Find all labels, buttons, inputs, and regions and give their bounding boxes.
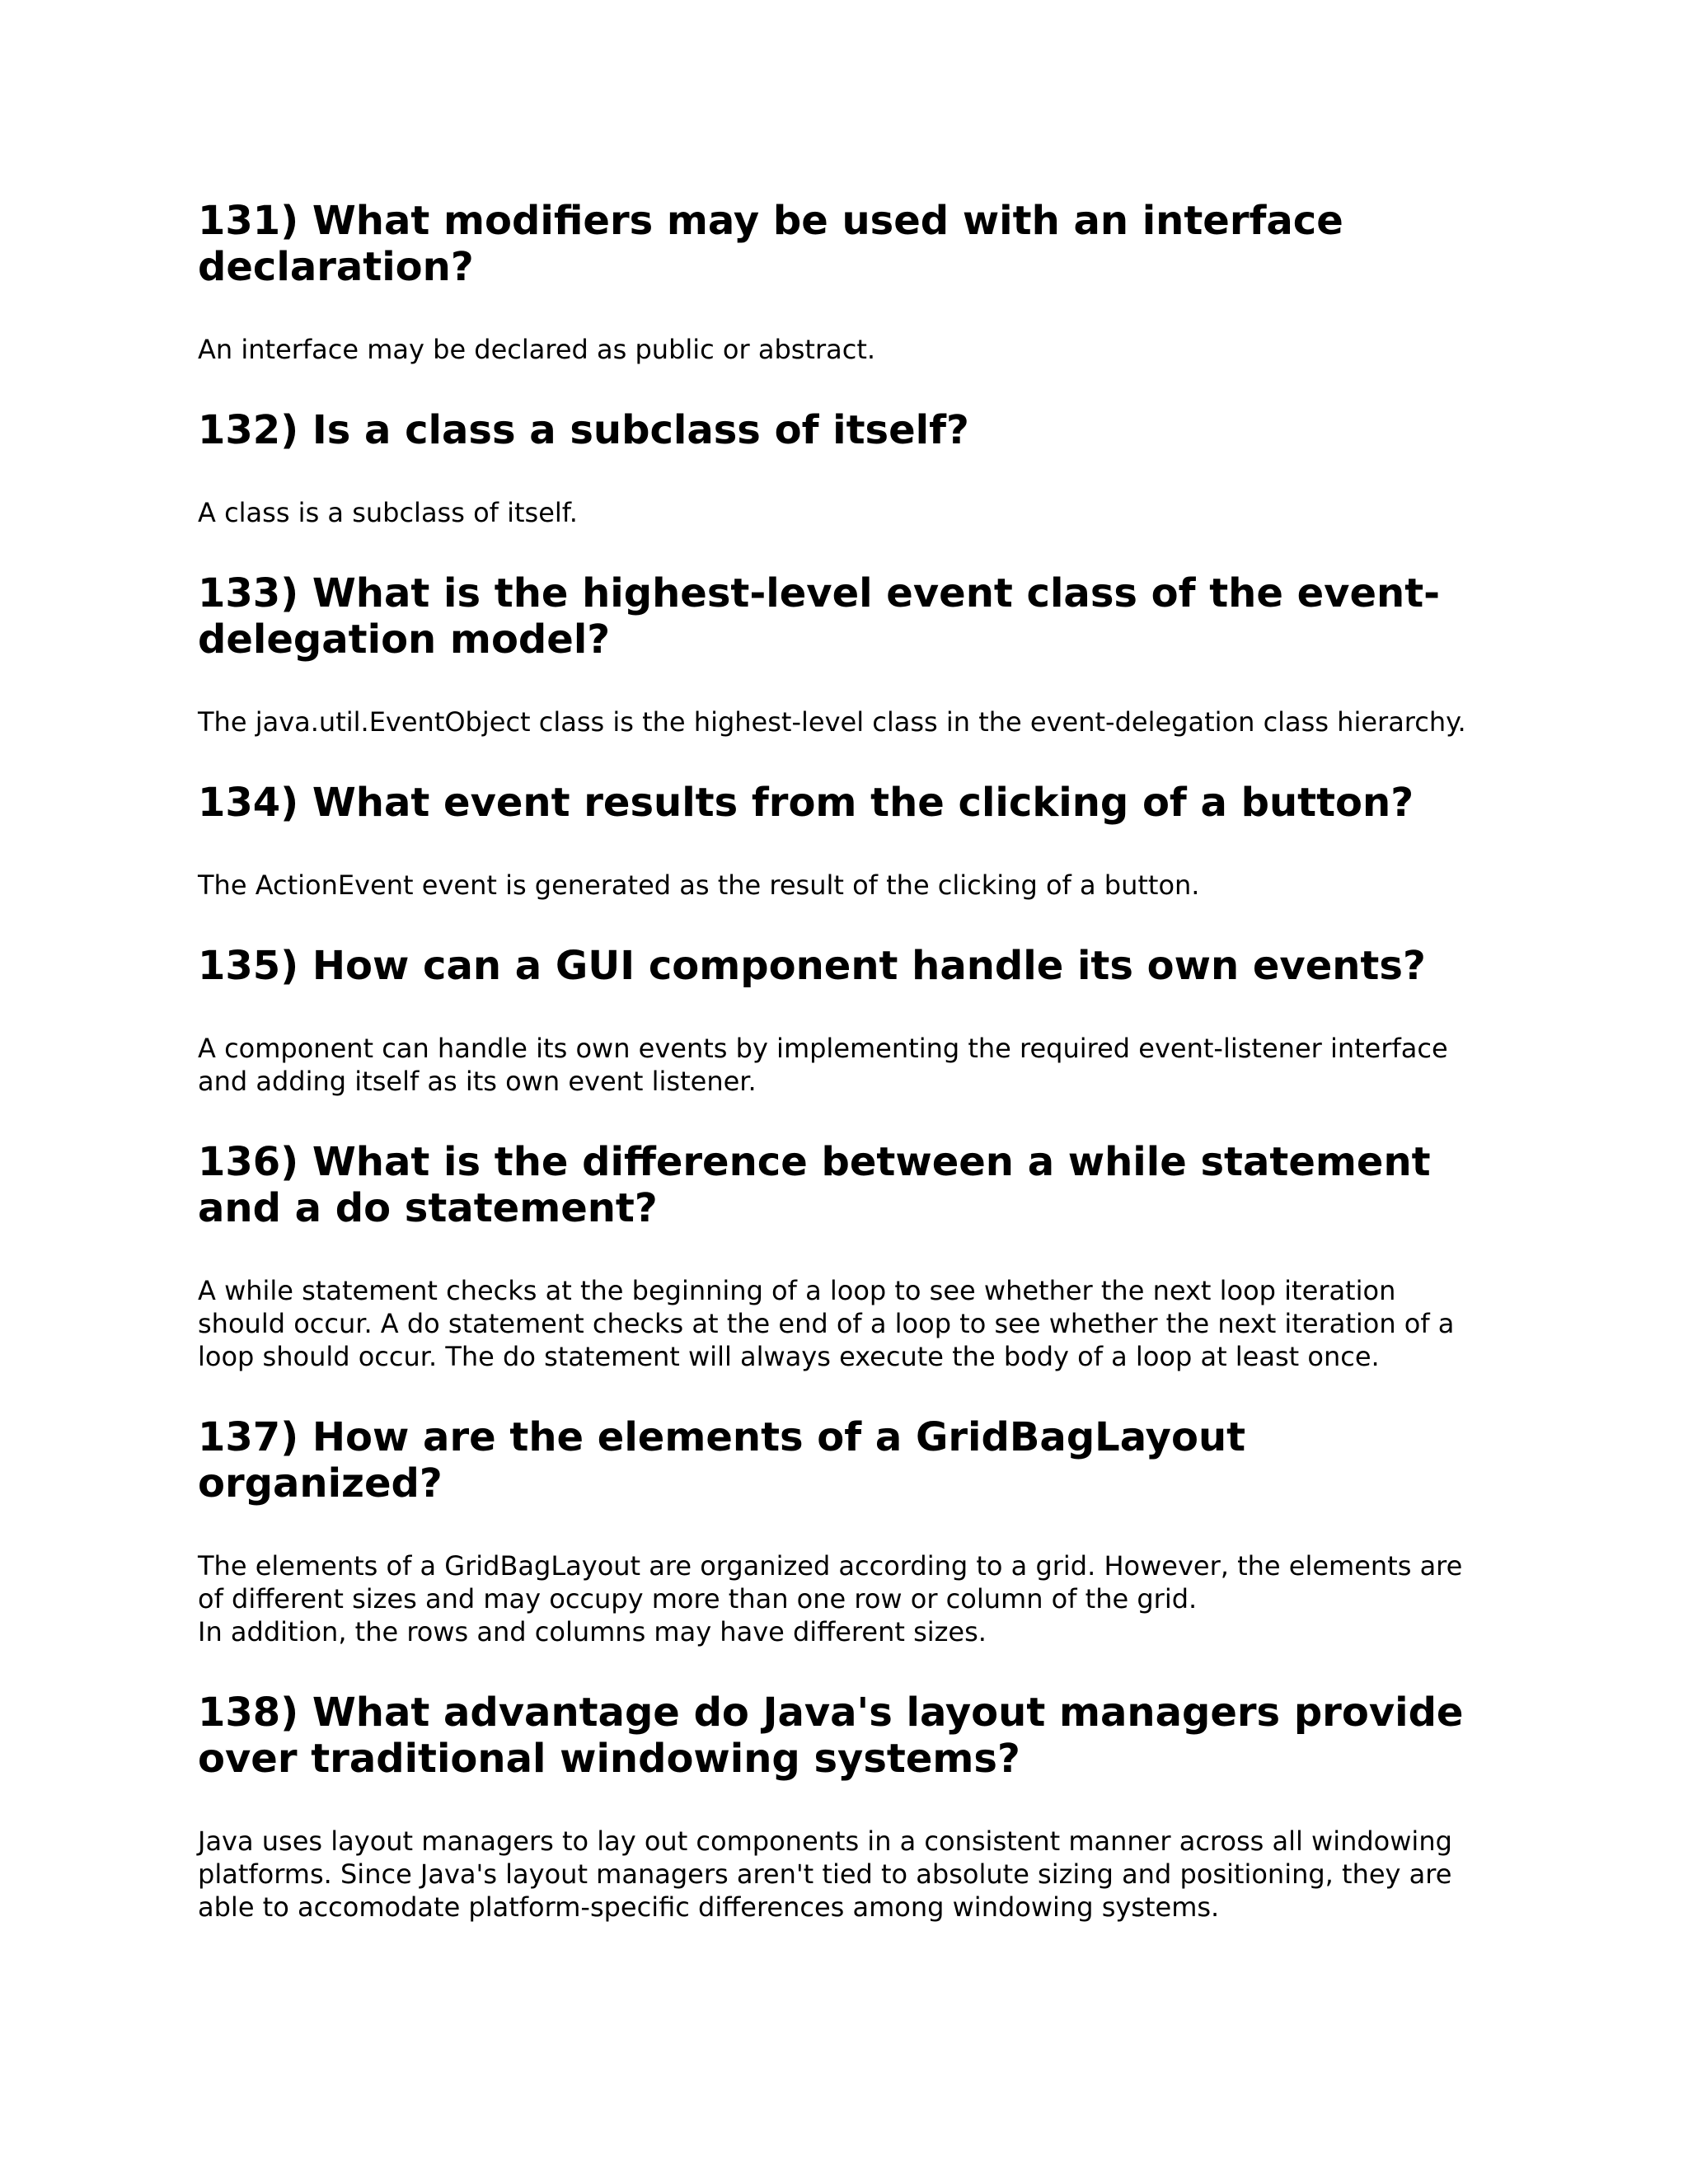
question-heading: 138) What advantage do Java's layout managers provide over traditional windowing systems? (198, 1690, 1464, 1782)
qa-item-131 (198, 198, 1484, 366)
answer-text: A while statement checks at the beginning of a loop to see whether the next loop iteration should occur. A do statement checks at the end of a loop to see whether the next iteration of a loop should occur. The do statement will always execute the body of a loop at least once. (198, 1275, 1455, 1372)
qa-item-137 (198, 1414, 1484, 1648)
question-heading: 132) Is a class a subclass of itself? (198, 407, 969, 453)
answer-text: The ActionEvent event is generated as the result of the clicking of a button. (198, 869, 1200, 901)
qa-item-138 (198, 1690, 1484, 1924)
answer-text: The elements of a GridBagLayout are organized according to a grid. However, the elements are of different sizes and may occupy more than one row or column of the grid. In addition, the rows and columns may have different sizes. (198, 1550, 1463, 1647)
qa-item-132 (198, 407, 1484, 529)
question-heading: 131) What modifiers may be used with an interface declaration? (198, 198, 1343, 290)
question-heading: 133) What is the highest-level event class of the event-delegation model? (198, 570, 1441, 663)
qa-item-135 (198, 943, 1484, 1098)
question-heading: 136) What is the difference between a while statement and a do statement? (198, 1139, 1431, 1231)
answer-text: The java.util.EventObject class is the highest-level class in the event-delegation class hierarchy. (198, 706, 1466, 738)
question-heading: 137) How are the elements of a GridBagLayout organized? (198, 1414, 1246, 1507)
answer-text: A class is a subclass of itself. (198, 497, 578, 528)
qa-item-134 (198, 780, 1484, 902)
question-heading: 134) What event results from the clicking of a button? (198, 780, 1414, 826)
answer-text: An interface may be declared as public or abstract. (198, 334, 876, 365)
answer-text: A component can handle its own events by implementing the required event-listener interface and adding itself as its own event listener. (198, 1033, 1448, 1097)
answer-text: Java uses layout managers to lay out components in a consistent manner across all windowing platforms. Since Java's layout managers aren't tied to absolute sizing and positioning, they are able to accomodate platform-specific differences among windowing systems. (198, 1825, 1452, 1923)
qa-item-133 (198, 570, 1484, 738)
qa-item-136 (198, 1139, 1484, 1373)
document-page (198, 198, 1484, 1965)
question-heading: 135) How can a GUI component handle its own events? (198, 943, 1426, 989)
